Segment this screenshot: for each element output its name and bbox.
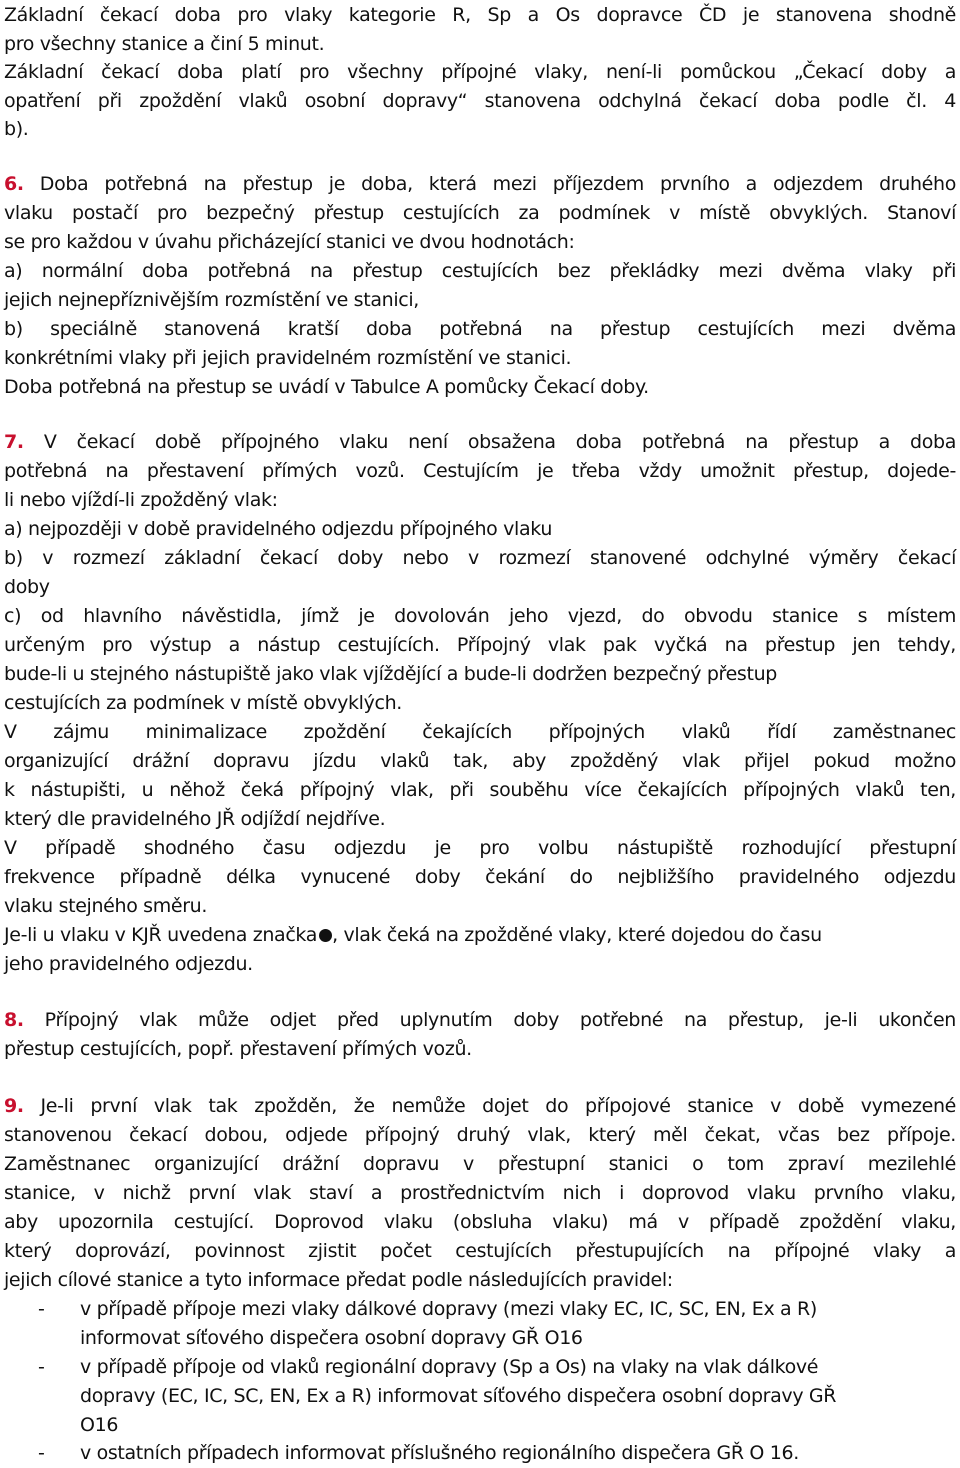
text-line: aby upozornila cestující. Doprovod vlaku (obsluha vlaku) má v případě zpoždění vlaku, xyxy=(4,1211,956,1233)
text-line: přestup cestujících, popř. přestavení přímých vozů. xyxy=(4,1038,472,1060)
text-line: který doprovází, povinnost zjistit počet cestujících přestupujících na přípojné vlaky a xyxy=(4,1240,956,1262)
text-line: b) v rozmezí základní čekací doby nebo v rozmezí stanovené odchylné výměry čekací xyxy=(4,547,956,569)
paragraph-text: V čekací době přípojného vlaku není obsažena doba potřebná na přestup a doba xyxy=(23,431,956,453)
paragraph-number: 7. xyxy=(4,431,24,453)
list-item-line: O16 xyxy=(80,1414,119,1436)
list-dash: - xyxy=(38,1442,45,1464)
text-line: V případě shodného času odjezdu je pro volbu nástupiště rozhodující přestupní xyxy=(4,837,956,859)
paragraph-text: Doba potřebná na přestup je doba, která mezi příjezdem prvního a odjezdem druhého xyxy=(23,173,956,195)
text-line: jejich cílové stanice a tyto informace předat podle následujících pravidel: xyxy=(4,1269,673,1291)
list-item-line: v případě přípoje od vlaků regionální dopravy (Sp a Os) na vlaky na vlak dálkové xyxy=(80,1356,819,1378)
text-line: bude-li u stejného nástupiště jako vlak vjíždějící a bude-li dodržen bezpečný přestup xyxy=(4,663,777,685)
paragraph-8-line xyxy=(4,1006,956,1035)
list-item-line: v ostatních případech informovat příslušného regionálního dispečera GŘ O 16. xyxy=(80,1442,799,1464)
text-line: stanovenou čekací dobou, odjede přípojný druhý vlak, který měl čekat, včas bez přípoje. xyxy=(4,1124,956,1146)
text-line: Základní čekací doba platí pro všechny přípojné vlaky, není-li pomůckou „Čekací doby a xyxy=(4,61,956,83)
text-line: organizující drážní dopravu jízdu vlaků tak, aby zpožděný vlak přijel pokud možno xyxy=(4,750,956,772)
paragraph-text: Je-li první vlak tak zpožděn, že nemůže dojet do přípojové stanice v době vymezené xyxy=(23,1095,956,1117)
list-dash: - xyxy=(38,1298,45,1320)
text-line-with-mark xyxy=(4,921,822,950)
text-line: c) od hlavního návěstidla, jímž je dovolován jeho vjezd, do obvodu stanice s místem xyxy=(4,605,956,627)
text-line: se pro každou v úvahu přicházející stanici ve dvou hodnotách: xyxy=(4,231,575,253)
filled-circle-icon xyxy=(319,929,332,942)
paragraph-9-line xyxy=(4,1092,956,1121)
text-line: potřebná na přestavení přímých vozů. Cestujícím je třeba vždy umožnit přestup, dojede- xyxy=(4,460,956,482)
paragraph-7-line xyxy=(4,428,956,457)
text-line: k nástupišti, u něhož čeká přípojný vlak, při souběhu více čekajících přípojných vlaků ten, xyxy=(4,779,956,801)
text-line: jeho pravidelného odjezdu. xyxy=(4,953,253,975)
text-line: Základní čekací doba pro vlaky kategorie R, Sp a Os dopravce ČD je stanovena shodně xyxy=(4,4,956,26)
text-line: li nebo vjíždí-li zpožděný vlak: xyxy=(4,489,278,511)
paragraph-text: Přípojný vlak může odjet před uplynutím doby potřebné na přestup, je-li ukončen xyxy=(23,1009,956,1031)
text-line: frekvence případně délka vynucené doby čekání do nejbližšího pravidelného odjezdu xyxy=(4,866,956,888)
paragraph-number: 6. xyxy=(4,173,24,195)
list-dash: - xyxy=(38,1356,45,1378)
text-line: a) nejpozději v době pravidelného odjezdu přípojného vlaku xyxy=(4,518,553,540)
text-line: Zaměstnanec organizující drážní dopravu v přestupní stanici o tom zpraví mezilehlé xyxy=(4,1153,956,1175)
text-line: b). xyxy=(4,118,29,140)
paragraph-6-line xyxy=(4,170,956,199)
text-line: a) normální doba potřebná na přestup cestujících bez překládky mezi dvěma vlaky při xyxy=(4,260,956,282)
text-fragment: Je-li u vlaku v KJŘ uvedena značka xyxy=(4,924,318,946)
text-line: vlaku stejného směru. xyxy=(4,895,208,917)
text-line: Doba potřebná na přestup se uvádí v Tabulce A pomůcky Čekací doby. xyxy=(4,376,649,398)
text-line: stanice, v nichž první vlak staví a prostřednictvím nich i doprovod vlaku prvního vlaku, xyxy=(4,1182,956,1204)
list-item-line: v případě přípoje mezi vlaky dálkové dopravy (mezi vlaky EC, IC, SC, EN, Ex a R) xyxy=(80,1298,817,1320)
list-item-line: dopravy (EC, IC, SC, EN, Ex a R) informovat síťového dispečera osobní dopravy GŘ xyxy=(80,1385,837,1407)
text-line: cestujících za podmínek v místě obvyklých. xyxy=(4,692,402,714)
list-item-line: informovat síťového dispečera osobní dopravy GŘ O16 xyxy=(80,1327,583,1349)
text-line: b) speciálně stanovená kratší doba potřebná na přestup cestujících mezi dvěma xyxy=(4,318,956,340)
paragraph-number: 8. xyxy=(4,1009,24,1031)
text-line: pro všechny stanice a činí 5 minut. xyxy=(4,33,325,55)
text-line: konkrétními vlaky při jejich pravidelném rozmístění ve stanici. xyxy=(4,347,572,369)
paragraph-number: 9. xyxy=(4,1095,24,1117)
text-fragment: , vlak čeká na zpožděné vlaky, které dojedou do času xyxy=(332,924,822,946)
text-line: který dle pravidelného JŘ odjíždí nejdříve. xyxy=(4,808,386,830)
text-line: určeným pro výstup a nástup cestujících. Přípojný vlak pak vyčká na přestup jen tehdy, xyxy=(4,634,956,656)
text-line: opatření při zpoždění vlaků osobní dopravy“ stanovena odchylná čekací doba podle čl. 4 xyxy=(4,90,956,112)
text-line: vlaku postačí pro bezpečný přestup cestujících za podmínek v místě obvyklých. Stanoví xyxy=(4,202,956,224)
text-line: doby xyxy=(4,576,50,598)
text-line: V zájmu minimalizace zpoždění čekajících přípojných vlaků řídí zaměstnanec xyxy=(4,721,956,743)
text-line: jejich nejnepříznivějším rozmístění ve stanici, xyxy=(4,289,419,311)
